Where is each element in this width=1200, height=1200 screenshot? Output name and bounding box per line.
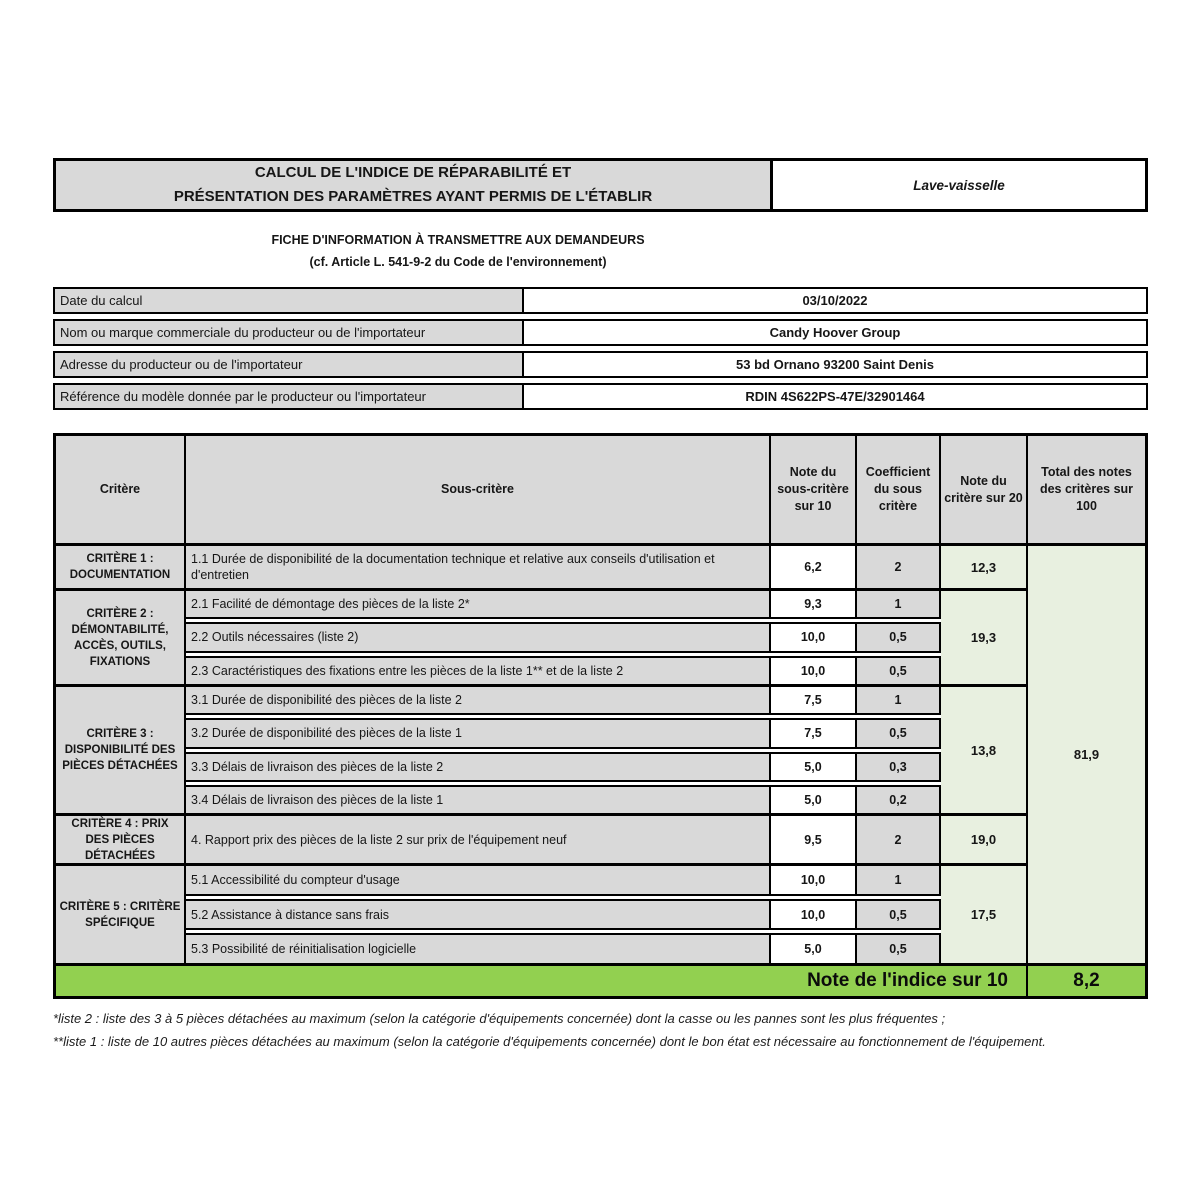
footnote-liste2: *liste 2 : liste des 3 à 5 pièces détachées au maximum (selon la catégorie d'équipements concernée) dont la casse ou les pannes sont les plus fréquentes ; [53, 1011, 946, 1026]
subcriterion-desc: 2.2 Outils nécessaires (liste 2) [186, 624, 771, 650]
info-value: 53 bd Ornano 93200 Saint Denis [524, 353, 1146, 376]
subcriterion-note: 9,5 [771, 816, 857, 863]
subcriterion-desc: 5.3 Possibilité de réinitialisation logicielle [186, 935, 771, 963]
criterion-label: CRITÈRE 2 : DÉMONTABILITÉ, ACCÈS, OUTILS, FIXATIONS [56, 591, 186, 684]
indice-row-label: Note de l'indice sur 10 [56, 966, 1026, 996]
subcriterion-desc: 3.1 Durée de disponibilité des pièces de la liste 2 [186, 687, 771, 713]
header-coefficient: Coefficient du sous critère [857, 436, 941, 543]
info-value: 03/10/2022 [524, 289, 1146, 312]
subcriterion-note: 7,5 [771, 687, 857, 713]
header-sous-critere: Sous-critère [186, 436, 771, 543]
total-column [1028, 436, 1145, 996]
subcriterion-coef: 0,5 [857, 901, 941, 929]
footnote-liste1: **liste 1 : liste de 10 autres pièces détachées au maximum (selon la catégorie d'équipements concernée) dont le bon état est nécessaire au fonctionnement de l'équipement. [53, 1034, 1046, 1049]
criterion-note20: 12,3 [941, 546, 1026, 588]
subcriterion-row [186, 687, 941, 715]
subcriterion-note: 7,5 [771, 720, 857, 746]
info-label: Date du calcul [55, 289, 524, 312]
subcriterion-row [186, 816, 941, 863]
indice-value: 8,2 [1028, 966, 1145, 996]
subcriterion-note: 10,0 [771, 866, 857, 894]
subcriterion-coef: 2 [857, 816, 941, 863]
header-note-critere: Note du critère sur 20 [941, 436, 1026, 543]
subcriterion-coef: 1 [857, 866, 941, 894]
criterion-label: CRITÈRE 4 : PRIX DES PIÈCES DÉTACHÉES [56, 816, 186, 863]
criterion-note20: 19,0 [941, 816, 1026, 863]
info-row-brand [53, 319, 1148, 346]
subcriterion-coef: 0,5 [857, 720, 941, 746]
criterion-label: CRITÈRE 1 : DOCUMENTATION [56, 546, 186, 588]
subcriterion-desc: 1.1 Durée de disponibilité de la documentation technique et relative aux conseils d'utilisation et d'entretien [186, 546, 771, 588]
table-header-row [56, 436, 1026, 546]
info-value: Candy Hoover Group [524, 321, 1146, 344]
subcriterion-desc: 3.3 Délais de livraison des pièces de la liste 2 [186, 754, 771, 780]
subcriterion-note: 5,0 [771, 935, 857, 963]
subcriterion-coef: 2 [857, 546, 941, 588]
subtitle [53, 229, 863, 273]
info-value: RDIN 4S622PS-47E/32901464 [524, 385, 1146, 408]
subcriterion-row [186, 591, 941, 619]
subcriterion-coef: 0,2 [857, 787, 941, 813]
subcriterion-coef: 1 [857, 687, 941, 713]
product-type-label: Lave-vaisselle [913, 177, 1005, 193]
subcriterion-desc: 3.2 Durée de disponibilité des pièces de la liste 1 [186, 720, 771, 746]
subcriterion-row [186, 546, 941, 588]
header-note-sous-critere: Note du sous-critère sur 10 [771, 436, 857, 543]
header-critere: Critère [56, 436, 186, 543]
subcriterion-row [186, 899, 941, 931]
criterion-group-4 [56, 816, 1026, 866]
subcriterion-row [186, 752, 941, 782]
subcriterion-coef: 0,3 [857, 754, 941, 780]
criterion-note20: 13,8 [941, 687, 1026, 813]
info-row-date [53, 287, 1148, 314]
criterion-label: CRITÈRE 3 : DISPONIBILITÉ DES PIÈCES DÉTACHÉES [56, 687, 186, 813]
subcriterion-note: 10,0 [771, 658, 857, 684]
subtitle-line-1: FICHE D'INFORMATION À TRANSMETTRE AUX DEMANDEURS [271, 233, 645, 247]
subcriterion-coef: 0,5 [857, 624, 941, 650]
info-row-address [53, 351, 1148, 378]
info-label: Référence du modèle donnée par le producteur ou l'importateur [55, 385, 524, 408]
subcriterion-desc: 2.3 Caractéristiques des fixations entre les pièces de la liste 1** et de la liste 2 [186, 658, 771, 684]
subtitle-line-2: (cf. Article L. 541-9-2 du Code de l'environnement) [309, 255, 607, 269]
subcriterion-row [186, 785, 941, 813]
subcriterion-note: 10,0 [771, 901, 857, 929]
footnotes [53, 1007, 1148, 1053]
subcriterion-row [186, 718, 941, 748]
subcriterion-row [186, 933, 941, 963]
criteria-table [53, 433, 1148, 999]
criterion-note20: 19,3 [941, 591, 1026, 684]
page-title-line-1: CALCUL DE L'INDICE DE RÉPARABILITÉ ET [254, 164, 572, 181]
info-row-reference [53, 383, 1148, 410]
subcriterion-desc: 3.4 Délais de livraison des pièces de la liste 1 [186, 787, 771, 813]
subcriterion-row [186, 656, 941, 684]
criterion-group-2 [56, 591, 1026, 687]
subcriterion-desc: 4. Rapport prix des pièces de la liste 2 sur prix de l'équipement neuf [186, 816, 771, 863]
criterion-group-1 [56, 546, 1026, 591]
subcriterion-coef: 0,5 [857, 935, 941, 963]
subcriterion-coef: 0,5 [857, 658, 941, 684]
info-table [53, 287, 1148, 415]
criterion-label: CRITÈRE 5 : CRITÈRE SPÉCIFIQUE [56, 866, 186, 963]
page-title-line-2: PRÉSENTATION DES PARAMÈTRES AYANT PERMIS DE L'ÉTABLIR [173, 188, 653, 205]
subcriterion-desc: 5.1 Accessibilité du compteur d'usage [186, 866, 771, 894]
page-title [56, 161, 773, 209]
criterion-group-5 [56, 866, 1026, 966]
subcriterion-row [186, 866, 941, 896]
criterion-note20: 17,5 [941, 866, 1026, 963]
subcriterion-desc: 5.2 Assistance à distance sans frais [186, 901, 771, 929]
subcriterion-note: 6,2 [771, 546, 857, 588]
subcriterion-note: 5,0 [771, 787, 857, 813]
subcriterion-note: 10,0 [771, 624, 857, 650]
total-notes-cell: 81,9 [1028, 546, 1145, 966]
subcriterion-desc: 2.1 Facilité de démontage des pièces de la liste 2* [186, 591, 771, 617]
subcriterion-note: 5,0 [771, 754, 857, 780]
subcriterion-row [186, 622, 941, 652]
subcriterion-coef: 1 [857, 591, 941, 617]
header-total: Total des notes des critères sur 100 [1028, 436, 1145, 546]
criterion-group-3 [56, 687, 1026, 816]
title-box [53, 158, 1148, 212]
info-label: Nom ou marque commerciale du producteur ou de l'importateur [55, 321, 524, 344]
info-label: Adresse du producteur ou de l'importateur [55, 353, 524, 376]
subcriterion-note: 9,3 [771, 591, 857, 617]
